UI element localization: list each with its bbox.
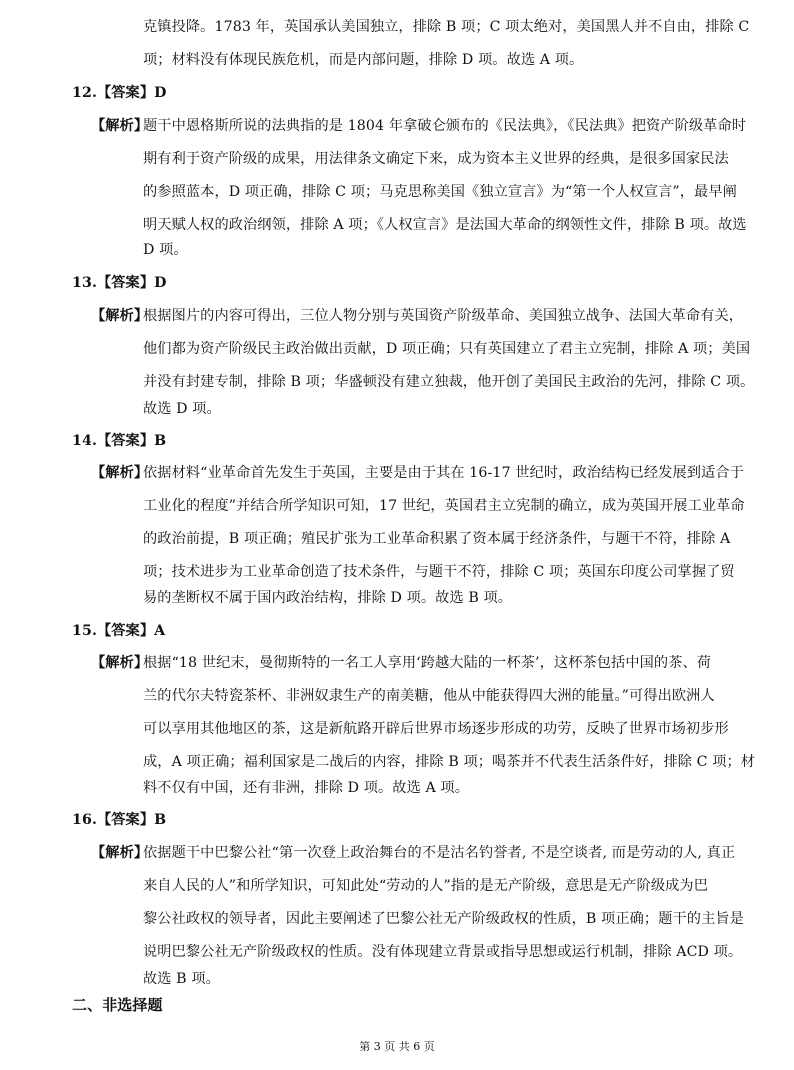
analysis-13-line-3: 并没有封建专制，排除 B 项；华盛顿没有建立独裁，他开创了美国民主政治的先河，排除 C 项。 [143,374,755,390]
analysis-16-line-1: 依据题干中巴黎公社“第一次登上政治舞台的不是沽名钓誉者, 不是空谈者, 而是劳动的人, 真正 [143,845,736,861]
analysis-16-line-5: 故选 B 项。 [143,971,220,987]
analysis-label-14: 【解析】 [91,465,149,481]
analysis-13-line-1: 根据图片的内容可得出，三位人物分别与英国资产阶级革命、美国独立战争、法国大革命有关， [143,308,744,324]
analysis-12-line-1: 题干中恩格斯所说的法典指的是 1804 年拿破仑颁布的《民法典》，《民法典》把资产阶级革命时 [143,118,747,134]
analysis-label-15: 【解析】 [91,655,149,671]
analysis-16-line-2: 来自人民的人”和所学知识，可知此处“劳动的人”指的是无产阶级，意思是无产阶级成为巴 [143,878,708,894]
analysis-12-line-5: D 项。 [143,242,188,258]
analysis-15-line-1: 根据“18 世纪末，曼彻斯特的一名工人享用‘跨越大陆的一杯茶’，这杯茶包括中国的茶、荷 [143,655,712,671]
continuation-line-1: 克镇投降。1783 年，英国承认美国独立，排除 B 项；C 项太绝对，美国黑人并不自由，排除 C [143,19,750,35]
analysis-16-line-4: 说明巴黎公社无产阶级政权的性质。没有体现建立背景或指导思想或运行机制，排除 ACD 项。 [143,944,743,960]
section-title: 二、非选择题 [72,996,163,1014]
analysis-14-line-1: 依据材料“业革命首先发生于英国，主要是由于其在 16-17 世纪时，政治结构已经发展到适合于 [143,465,744,481]
analysis-16-line-3: 黎公社政权的领导者，因此主要阐述了巴黎公社无产阶级政权的性质，B 项正确；题干的主旨是 [143,911,744,927]
analysis-label-12: 【解析】 [91,118,149,134]
analysis-label-16: 【解析】 [91,845,149,861]
answer-14: 14.【答案】B [72,433,167,449]
analysis-14-line-4: 项；技术进步为工业革命创造了技术条件，与题干不符，排除 C 项；英国东印度公司掌握了贸 [143,564,735,580]
analysis-14-line-3: 的政治前提，B 项正确；殖民扩张为工业革命积累了资本属于经济条件，与题干不符，排除 A [143,531,731,547]
analysis-15-line-5: 料不仅有中国，还有非洲，排除 D 项。故选 A 项。 [143,780,470,796]
analysis-15-line-3: 可以享用其他地区的茶，这是新航路开辟后世界市场逐步形成的功劳，反映了世界市场初步形 [143,721,729,737]
analysis-14-line-5: 易的垄断权不属于国内政治结构，排除 D 项。故选 B 项。 [143,590,513,606]
analysis-15-line-4: 成，A 项正确；福利国家是二战后的内容，排除 B 项；喝茶并不代表生活条件好，排除 C 项；材 [143,754,756,770]
answer-12: 12.【答案】D [72,85,167,101]
analysis-14-line-2: 工业化的程度”并结合所学知识可知，17 世纪，英国君主立宪制的确立，成为英国开展工业革命 [143,498,745,514]
analysis-label-13: 【解析】 [91,308,149,324]
page-footer: 第 3 页 共 6 页 [359,1040,435,1053]
analysis-13-line-4: 故选 D 项。 [143,401,221,417]
analysis-12-line-4: 明天赋人权的政治纲领，排除 A 项；《人权宣言》是法国大革命的纲领性文件，排除 B 项。故选 [143,217,747,233]
answer-13: 13.【答案】D [72,275,167,291]
analysis-12-line-2: 期有利于资产阶级的成果，用法律条文确定下来，成为资本主义世界的经典，是很多国家民法 [143,151,729,167]
answer-16: 16.【答案】B [72,812,167,828]
analysis-13-line-2: 他们都为资产阶级民主政治做出贡献，D 项正确；只有英国建立了君主立宪制，排除 A 项；美国 [143,341,751,357]
analysis-15-line-2: 兰的代尔夫特瓷茶杯、非洲奴隶生产的南美糖，他从中能获得四大洲的能量。”可得出欧洲人 [143,688,715,704]
continuation-line-2: 项；材料没有体现民族危机，而是内部问题，排除 D 项。故选 A 项。 [143,52,584,68]
analysis-12-line-3: 的参照蓝本，D 项正确，排除 C 项；马克思称美国《独立宣言》为“第一个人权宣言”，最早阐 [143,184,737,200]
answer-15: 15.【答案】A [72,623,166,639]
